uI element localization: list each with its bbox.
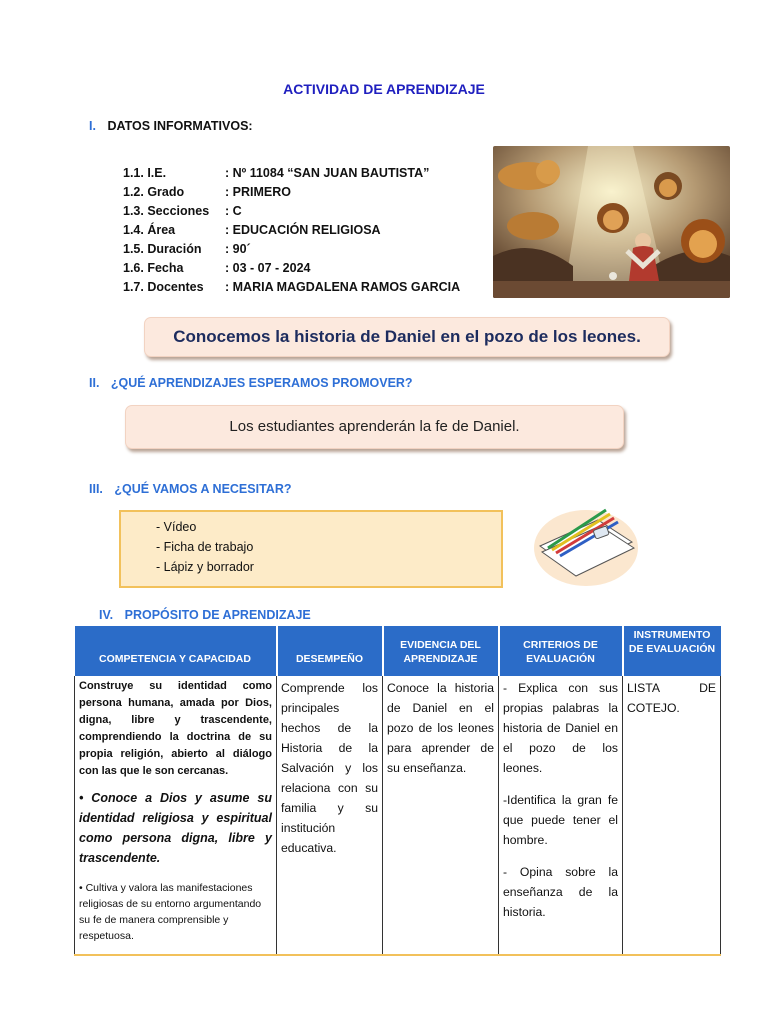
info-label: 1.7. Docentes <box>123 280 204 294</box>
info-value: : Nº 11084 “SAN JUAN BAUTISTA” <box>225 166 430 180</box>
info-row <box>123 221 460 240</box>
info-label: 1.5. Duración <box>123 242 202 256</box>
datos-informativos <box>123 164 460 297</box>
section-necesitar-heading <box>89 482 291 496</box>
competencia-text: Construye su identidad como persona humana, amada por Dios, digna, libre y trascendente, comprendiendo la doctrina de su propia religión, abierto al diálogo con las que le son cercanas. <box>79 680 272 777</box>
info-label: 1.6. Fecha <box>123 261 184 275</box>
evidencia-cell: Conoce la historia de Daniel en el pozo de los leones para aprender de su enseñanza. <box>383 676 499 955</box>
criterio-item: - Explica con sus propias palabras la historia de Daniel en el pozo de los leones. <box>503 681 618 775</box>
table-header-row <box>75 626 721 676</box>
info-row <box>123 259 460 278</box>
lesson-title-banner: Conocemos la historia de Daniel en el pozo de los leones. <box>144 317 670 357</box>
daniel-lions-illustration <box>493 146 730 298</box>
materials-list <box>119 510 503 588</box>
desempeno-cell: Comprende los principales hechos de la Historia de la Salvación y los relaciona con su familia y su institución educativa. <box>277 676 383 955</box>
school-supplies-illustration <box>528 498 640 590</box>
table-row <box>75 676 721 955</box>
list-item: - Vídeo <box>156 520 197 534</box>
criterio-item: - Opina sobre la enseñanza de la historia. <box>503 865 618 919</box>
competencia-cell <box>75 676 277 955</box>
info-label: 1.4. Área <box>123 223 176 237</box>
info-label: 1.2. Grado <box>123 185 185 199</box>
list-item: - Lápiz y borrador <box>156 560 254 574</box>
column-header: EVIDENCIA DEL APRENDIZAJE <box>383 626 499 676</box>
section-label: ¿QUÉ APRENDIZAJES ESPERAMOS PROMOVER? <box>110 376 413 390</box>
info-value: : PRIMERO <box>225 185 291 199</box>
column-header: DESEMPEÑO <box>277 626 383 676</box>
info-row <box>123 278 460 297</box>
info-row <box>123 164 460 183</box>
info-value: : 03 - 07 - 2024 <box>225 261 311 275</box>
info-value: : MARIA MAGDALENA RAMOS GARCIA <box>225 280 461 294</box>
info-row <box>123 183 460 202</box>
info-row <box>123 240 460 259</box>
section-number: IV. <box>99 608 114 622</box>
column-header: INSTRUMENTO DE EVALUACIÓN <box>623 626 721 676</box>
page-title: ACTIVIDAD DE APRENDIZAJE <box>283 81 485 97</box>
info-value: : EDUCACIÓN RELIGIOSA <box>225 223 381 237</box>
info-value: : C <box>225 204 242 218</box>
section-proposito-heading <box>99 608 311 622</box>
learning-purpose-table <box>74 626 721 956</box>
column-header: COMPETENCIA Y CAPACIDAD <box>75 626 277 676</box>
info-value: : 90´ <box>225 242 251 256</box>
section-number: III. <box>89 482 103 496</box>
section-number: I. <box>89 119 96 133</box>
info-label: 1.1. I.E. <box>123 166 167 180</box>
learning-banner: Los estudiantes aprenderán la fe de Daniel. <box>125 405 624 449</box>
criterio-item: -Identifica la gran fe que puede tener el hombre. <box>503 793 618 847</box>
section-aprendizajes-heading <box>89 376 413 390</box>
capacidad-text: • Conoce a Dios y asume su identidad religiosa y espiritual como persona digna, libre y trascendente. <box>79 791 272 865</box>
info-row <box>123 202 460 221</box>
section-label: PROPÓSITO DE APRENDIZAJE <box>124 608 311 622</box>
column-header: CRITERIOS DE EVALUACIÓN <box>499 626 623 676</box>
info-label: 1.3. Secciones <box>123 204 210 218</box>
section-number: II. <box>89 376 100 390</box>
list-item: - Ficha de trabajo <box>156 540 254 554</box>
section-label: DATOS INFORMATIVOS: <box>107 119 253 133</box>
section-label: ¿QUÉ VAMOS A NECESITAR? <box>114 482 292 496</box>
instrumento-cell: LISTA DE COTEJO. <box>623 676 721 955</box>
section-datos-heading <box>89 119 253 133</box>
capacidad-text: • Cultiva y valora las manifestaciones religiosas de su entorno argumentando su fe de manera comprensible y respetuosa. <box>79 882 262 942</box>
criterios-cell <box>499 676 623 955</box>
